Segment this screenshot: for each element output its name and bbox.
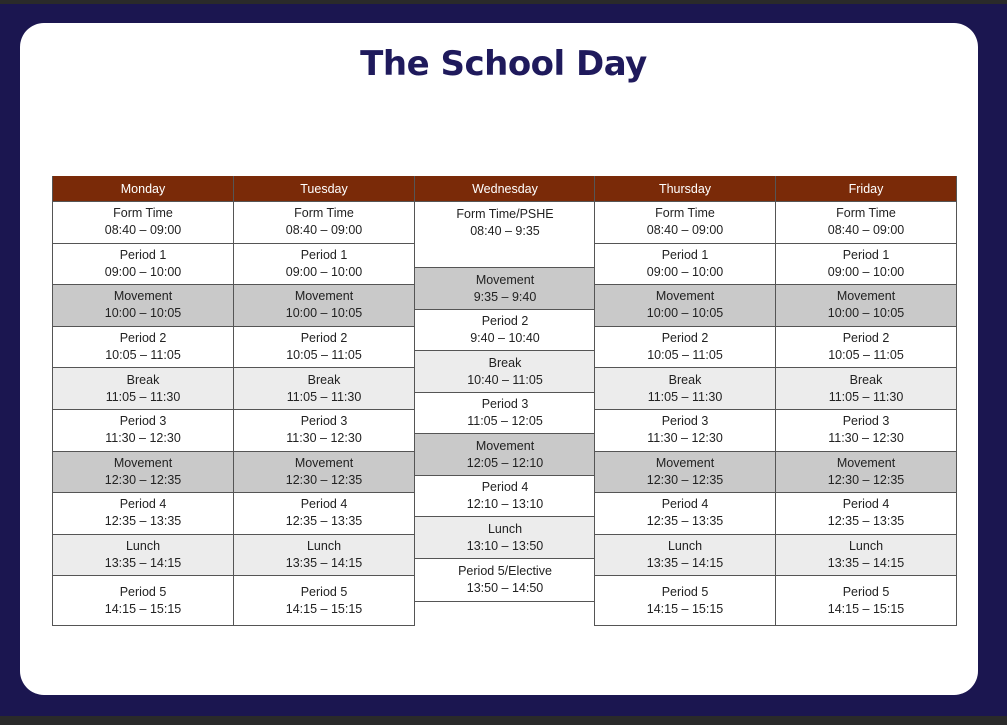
slot-label: Form Time — [113, 206, 173, 221]
slot-time: 09:00 – 10:00 — [104, 264, 182, 279]
slot-time: 10:05 – 11:05 — [647, 348, 723, 363]
period-slot — [776, 410, 956, 452]
slot-time: 08:40 – 09:00 — [827, 223, 905, 238]
period-slot — [234, 202, 414, 244]
slot-time: 10:00 – 10:05 — [285, 306, 363, 321]
slot-label: Movement — [113, 455, 173, 470]
slot-label: Period 2 — [300, 331, 348, 346]
slot-time: 13:35 – 14:15 — [104, 556, 182, 571]
movement-slot — [776, 452, 956, 494]
slot-time: 13:35 – 14:15 — [827, 556, 905, 571]
slot-time: 10:00 – 10:05 — [646, 306, 724, 321]
slot-label: Lunch — [667, 539, 703, 554]
period-slot — [234, 576, 414, 626]
period-slot — [776, 202, 956, 244]
slot-time: 12:30 – 12:35 — [646, 472, 724, 487]
slot-label: Period 4 — [661, 497, 709, 512]
period-slot — [415, 202, 595, 268]
period-slot — [53, 244, 233, 286]
slot-time: 13:35 – 14:15 — [285, 556, 363, 571]
slot-label: Period 3 — [119, 414, 167, 429]
slot-label: Movement — [475, 272, 535, 287]
slot-label: Break — [126, 372, 160, 387]
period-slot — [595, 410, 775, 452]
period-slot — [776, 576, 956, 626]
day-header: Wednesday — [415, 176, 595, 202]
day-column-thursday — [594, 176, 776, 626]
break-slot — [776, 368, 956, 410]
slot-label: Period 5/Elective — [458, 564, 552, 578]
period-slot — [776, 244, 956, 286]
slot-time: 9:40 – 10:40 — [470, 331, 540, 345]
slot-label: Movement — [113, 289, 173, 304]
slot-label: Movement — [294, 455, 354, 470]
period-slot — [595, 576, 775, 626]
slot-label: Break — [668, 372, 702, 387]
slot-label: Period 4 — [481, 480, 529, 494]
slot-time: 14:15 – 15:15 — [646, 601, 724, 616]
slot-label: Movement — [836, 455, 896, 470]
slot-time: 12:30 – 12:35 — [285, 472, 363, 487]
slot-time: 11:05 – 11:30 — [105, 389, 181, 404]
slot-label: Break — [849, 372, 883, 387]
break-slot — [53, 535, 233, 577]
period-slot — [595, 327, 775, 369]
movement-slot — [415, 434, 595, 476]
slot-time: 10:05 – 11:05 — [828, 348, 904, 363]
movement-slot — [595, 452, 775, 494]
slot-label: Lunch — [306, 539, 342, 554]
period-slot — [415, 559, 595, 602]
slot-label: Form Time — [836, 206, 896, 221]
slot-time: 10:00 – 10:05 — [827, 306, 905, 321]
slot-time: 11:30 – 12:30 — [105, 431, 181, 446]
slot-time: 14:15 – 15:15 — [285, 601, 363, 616]
slot-label: Break — [307, 372, 341, 387]
slot-time: 14:15 – 15:15 — [827, 601, 905, 616]
slot-time: 09:00 – 10:00 — [285, 264, 363, 279]
slot-time: 12:35 – 13:35 — [285, 514, 363, 529]
slot-time: 11:05 – 11:30 — [286, 389, 362, 404]
slot-time: 10:05 – 11:05 — [105, 348, 181, 363]
slot-time: 10:40 – 11:05 — [467, 372, 543, 387]
break-slot — [776, 535, 956, 577]
slot-label: Period 2 — [481, 314, 529, 328]
slot-label: Period 1 — [300, 247, 348, 262]
movement-slot — [415, 268, 595, 310]
period-slot — [234, 244, 414, 286]
slot-label: Period 2 — [119, 331, 167, 346]
slot-label: Movement — [475, 438, 535, 453]
slot-label: Form Time — [655, 206, 715, 221]
movement-slot — [53, 285, 233, 327]
slot-label: Lunch — [848, 539, 884, 554]
break-slot — [53, 368, 233, 410]
day-column-friday — [775, 176, 957, 626]
day-header: Tuesday — [234, 176, 414, 202]
break-slot — [595, 368, 775, 410]
slot-label: Period 4 — [842, 497, 890, 512]
break-slot — [415, 517, 595, 559]
day-column-tuesday — [233, 176, 415, 626]
slot-label: Period 2 — [661, 331, 709, 346]
slot-label: Period 5 — [842, 584, 890, 599]
bottom-border-strip — [0, 716, 1007, 725]
slot-time: 14:15 – 15:15 — [104, 601, 182, 616]
movement-slot — [234, 285, 414, 327]
slot-time: 09:00 – 10:00 — [827, 264, 905, 279]
top-border-strip — [0, 0, 1007, 4]
slot-label: Period 1 — [842, 247, 890, 262]
movement-slot — [234, 452, 414, 494]
day-header: Thursday — [595, 176, 775, 202]
slot-label: Period 4 — [119, 497, 167, 512]
slot-label: Period 1 — [119, 247, 167, 262]
period-slot — [234, 493, 414, 535]
day-header: Friday — [776, 176, 956, 202]
day-column-wednesday — [414, 176, 596, 602]
slot-label: Lunch — [125, 539, 161, 554]
slot-label: Period 3 — [661, 414, 709, 429]
movement-slot — [776, 285, 956, 327]
movement-slot — [595, 285, 775, 327]
slot-time: 11:30 – 12:30 — [286, 431, 362, 446]
slot-label: Period 4 — [300, 497, 348, 512]
period-slot — [776, 493, 956, 535]
slot-time: 11:30 – 12:30 — [647, 431, 723, 446]
slot-label: Period 3 — [842, 414, 890, 429]
slot-label: Lunch — [487, 521, 523, 536]
period-slot — [595, 202, 775, 244]
slot-time: 12:35 – 13:35 — [104, 514, 182, 529]
slot-time: 12:30 – 12:35 — [104, 472, 182, 487]
slot-label: Period 5 — [300, 584, 348, 599]
slot-time: 11:05 – 11:30 — [828, 389, 904, 404]
slot-label: Period 3 — [300, 414, 348, 429]
break-slot — [595, 535, 775, 577]
slot-time: 11:05 – 12:05 — [467, 414, 543, 428]
period-slot — [415, 476, 595, 517]
slot-time: 13:35 – 14:15 — [646, 556, 724, 571]
period-slot — [53, 576, 233, 626]
period-slot — [53, 327, 233, 369]
slot-label: Movement — [655, 455, 715, 470]
slot-time: 13:10 – 13:50 — [466, 538, 544, 553]
slot-time: 08:40 – 09:00 — [104, 223, 182, 238]
slot-label: Period 3 — [481, 397, 529, 411]
period-slot — [595, 244, 775, 286]
break-slot — [234, 368, 414, 410]
movement-slot — [53, 452, 233, 494]
slot-time: 12:30 – 12:35 — [827, 472, 905, 487]
slot-label: Movement — [836, 289, 896, 304]
slot-time: 08:40 – 09:00 — [646, 223, 724, 238]
period-slot — [53, 202, 233, 244]
slot-label: Period 2 — [842, 331, 890, 346]
slot-time: 10:00 – 10:05 — [104, 306, 182, 321]
page-title: The School Day — [360, 44, 647, 84]
period-slot — [234, 327, 414, 369]
slot-time: 11:30 – 12:30 — [828, 431, 904, 446]
slot-label: Form Time/PSHE — [456, 207, 554, 221]
period-slot — [415, 310, 595, 351]
slot-time: 9:35 – 9:40 — [473, 289, 537, 304]
slot-label: Period 5 — [119, 584, 167, 599]
period-slot — [776, 327, 956, 369]
period-slot — [53, 410, 233, 452]
slot-label: Period 5 — [661, 584, 709, 599]
slot-time: 13:50 – 14:50 — [466, 581, 544, 595]
day-header: Monday — [53, 176, 233, 202]
slot-label: Form Time — [294, 206, 354, 221]
period-slot — [595, 493, 775, 535]
slot-label: Break — [488, 355, 522, 370]
slot-time: 11:05 – 11:30 — [647, 389, 723, 404]
slot-time: 12:35 – 13:35 — [827, 514, 905, 529]
period-slot — [53, 493, 233, 535]
period-slot — [415, 393, 595, 434]
break-slot — [415, 351, 595, 393]
slot-time: 12:05 – 12:10 — [466, 455, 544, 470]
slot-time: 12:35 – 13:35 — [646, 514, 724, 529]
period-slot — [234, 410, 414, 452]
slot-label: Movement — [294, 289, 354, 304]
slot-time: 09:00 – 10:00 — [646, 264, 724, 279]
slot-label: Movement — [655, 289, 715, 304]
slot-time: 08:40 – 9:35 — [470, 224, 540, 238]
slot-time: 12:10 – 13:10 — [466, 497, 544, 511]
break-slot — [234, 535, 414, 577]
slot-time: 10:05 – 11:05 — [286, 348, 362, 363]
slot-label: Period 1 — [661, 247, 709, 262]
day-column-monday — [52, 176, 234, 626]
slot-time: 08:40 – 09:00 — [285, 223, 363, 238]
